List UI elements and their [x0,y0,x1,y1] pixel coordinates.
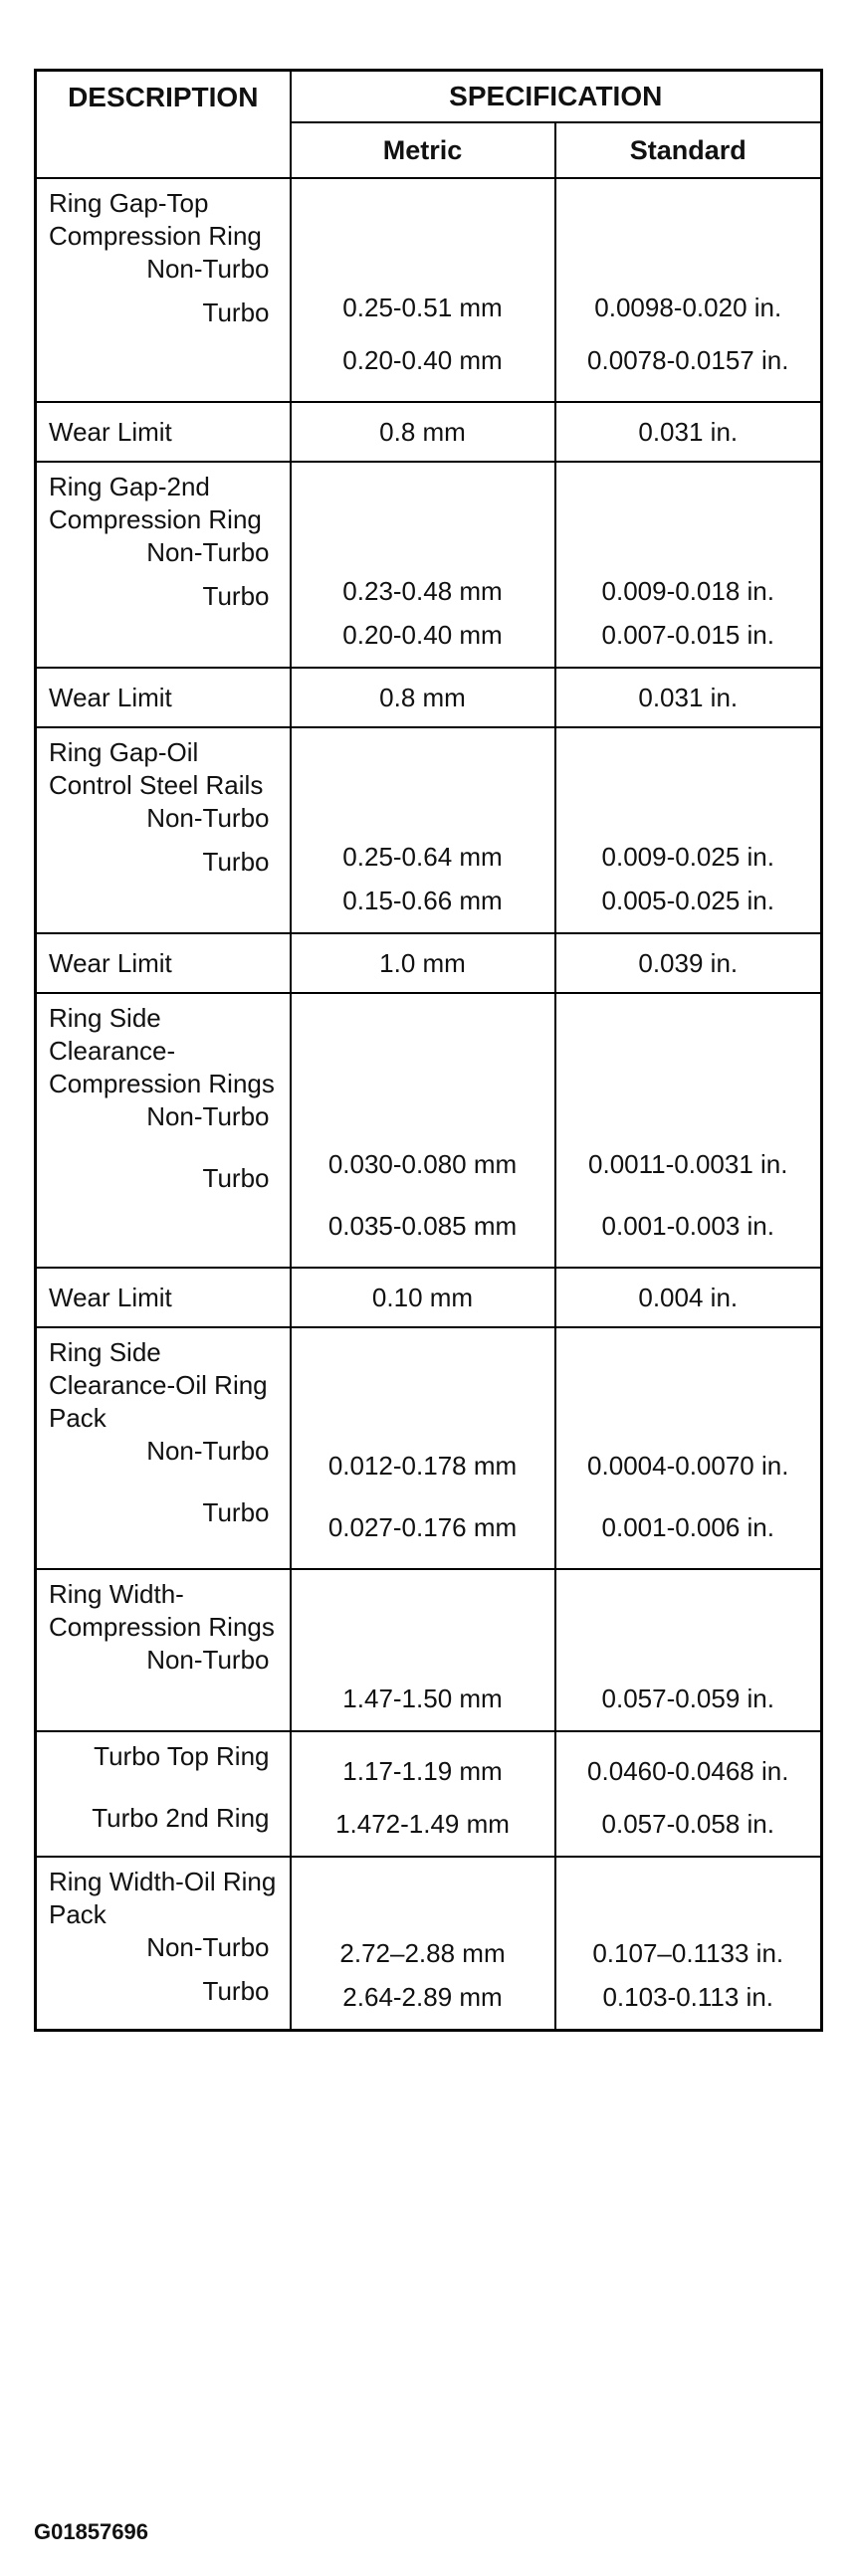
description-cell [36,1569,291,1731]
spec-group-row [36,1569,822,1731]
wear-limit-row [36,668,822,727]
wear-limit-metric: 1.0 mm [291,933,555,993]
metric-value: 0.035-0.085 mm [327,1211,518,1241]
wear-limit-label: Wear Limit [36,668,291,727]
wear-limit-metric: 0.10 mm [291,1268,555,1327]
metric-value: 1.472-1.49 mm [335,1809,510,1839]
standard-cell [555,1857,822,2031]
standard-value: 0.009-0.018 in. [601,576,774,606]
sub-row-label: Non-Turbo [146,1436,270,1466]
standard-value: 0.057-0.059 in. [601,1684,774,1713]
sub-row-label: Non-Turbo [146,254,270,284]
wear-limit-row [36,1268,822,1327]
metric-value: 0.15-0.66 mm [342,886,503,915]
standard-cell [555,462,822,668]
standard-value: 0.103-0.113 in. [602,1982,774,2012]
standard-value: 0.001-0.006 in. [601,1512,774,1542]
metric-value: 0.20-0.40 mm [342,345,503,375]
wear-limit-row [36,933,822,993]
metric-cell [291,1569,555,1731]
sub-row-label: Turbo [202,1497,270,1527]
description-cell [36,1731,291,1857]
metric-cell [291,1857,555,2031]
sub-row-label: Turbo [202,1163,270,1193]
standard-cell [555,1569,822,1731]
spec-group-row [36,462,822,668]
header-standard: Standard [555,122,822,178]
sub-row-label: Non-Turbo [146,537,270,567]
wear-limit-standard: 0.031 in. [555,402,822,462]
specification-table [34,69,823,2032]
specification-body [36,178,822,2031]
metric-cell [291,727,555,933]
wear-limit-metric: 0.8 mm [291,668,555,727]
standard-cell [555,993,822,1268]
header-specification: SPECIFICATION [291,71,822,123]
sub-row-label: Non-Turbo [146,803,270,833]
wear-limit-row [36,402,822,462]
metric-cell [291,1731,555,1857]
spec-group-row [36,727,822,933]
standard-value: 0.009-0.025 in. [601,842,774,872]
description-cell [36,993,291,1268]
metric-value: 0.25-0.64 mm [342,842,503,872]
metric-cell [291,1327,555,1569]
standard-value: 0.0078-0.0157 in. [587,345,789,375]
description-cell [36,1327,291,1569]
spec-group-row [36,1327,822,1569]
standard-cell [555,1731,822,1857]
wear-limit-label: Wear Limit [36,402,291,462]
standard-cell [555,727,822,933]
header-description: DESCRIPTION [36,71,291,179]
wear-limit-metric: 0.8 mm [291,402,555,462]
description-cell [36,178,291,402]
standard-value: 0.107–0.1133 in. [592,1938,784,1968]
description-cell [36,1857,291,2031]
metric-value: 0.23-0.48 mm [342,576,503,606]
metric-value: 2.72–2.88 mm [339,1938,506,1968]
metric-value: 0.012-0.178 mm [327,1451,518,1481]
sub-row-label: Turbo [202,297,270,327]
section-title: Ring Side Clearance-Compression Rings [49,1003,275,1098]
spec-group-row [36,1731,822,1857]
standard-value: 0.0098-0.020 in. [594,293,782,322]
metric-cell [291,462,555,668]
section-title: Ring Width-Compression Rings [49,1579,275,1642]
sub-row-label: Non-Turbo [146,1101,270,1131]
sub-row-label: Turbo [202,847,270,877]
header-metric: Metric [291,122,555,178]
wear-limit-label: Wear Limit [36,1268,291,1327]
metric-value: 1.17-1.19 mm [342,1756,503,1786]
sub-row-label: Turbo [202,1976,270,2006]
section-title: Ring Gap-Oil Control Steel Rails [49,737,264,800]
section-title: Ring Side Clearance-Oil Ring Pack [49,1337,268,1433]
spec-group-row [36,178,822,402]
metric-cell [291,178,555,402]
sub-row-label: Non-Turbo [146,1645,270,1675]
standard-value: 0.0460-0.0468 in. [587,1756,789,1786]
wear-limit-standard: 0.004 in. [555,1268,822,1327]
metric-value: 0.25-0.51 mm [342,293,503,322]
standard-value: 0.0004-0.0070 in. [587,1451,789,1481]
standard-value: 0.007-0.015 in. [601,620,774,650]
standard-cell [555,1327,822,1569]
metric-value: 0.20-0.40 mm [342,620,503,650]
sub-row-label: Non-Turbo [146,1932,270,1962]
sub-row-label: Turbo 2nd Ring [92,1803,270,1833]
metric-value: 1.47-1.50 mm [342,1684,503,1713]
wear-limit-standard: 0.039 in. [555,933,822,993]
description-cell [36,727,291,933]
section-title: Ring Gap-Top Compression Ring [49,188,262,251]
spec-group-row [36,1857,822,2031]
standard-value: 0.057-0.058 in. [601,1809,774,1839]
standard-value: 0.001-0.003 in. [601,1211,774,1241]
wear-limit-label: Wear Limit [36,933,291,993]
metric-cell [291,993,555,1268]
metric-value: 2.64-2.89 mm [342,1982,503,2012]
metric-value: 0.030-0.080 mm [327,1149,518,1179]
sub-row-label: Turbo Top Ring [94,1741,270,1771]
wear-limit-standard: 0.031 in. [555,668,822,727]
spec-group-row [36,993,822,1268]
figure-id: G01857696 [34,2519,148,2544]
metric-value: 0.027-0.176 mm [327,1512,518,1542]
section-title: Ring Width-Oil Ring Pack [49,1867,277,1929]
section-title: Ring Gap-2nd Compression Ring [49,472,262,534]
standard-value: 0.005-0.025 in. [601,886,774,915]
description-cell [36,462,291,668]
standard-cell [555,178,822,402]
standard-value: 0.0011-0.0031 in. [588,1149,788,1179]
sub-row-label: Turbo [202,581,270,611]
